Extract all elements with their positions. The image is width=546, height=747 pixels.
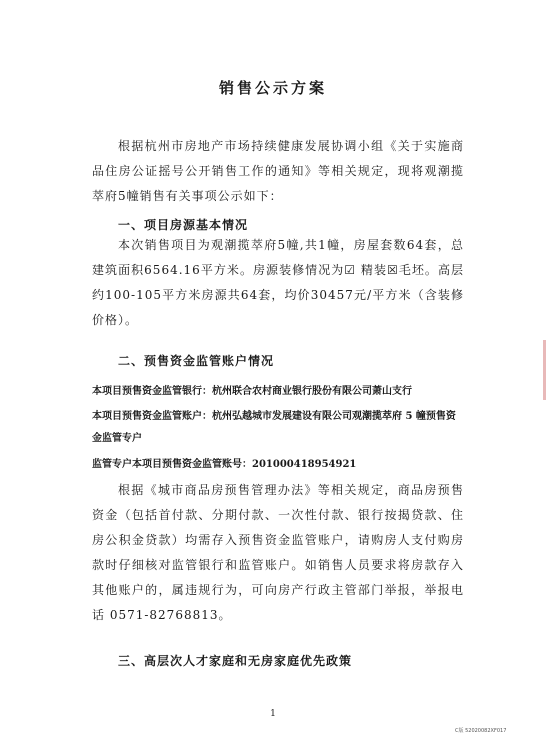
section-2-heading: 二、预售资金监管账户情况 bbox=[118, 354, 275, 368]
page-number: 1 bbox=[270, 709, 276, 719]
document-title: 销售公示方案 bbox=[218, 79, 327, 97]
intro-paragraph: 根据杭州市房地产市场持续健康发展协调小组《关于实施商品住房公证摇号公开销售工作的通知》等相关规定，现将观潮揽萃府5幢销售有关事项公示如下： bbox=[92, 139, 464, 203]
footer-code: C版 52020082XF017 bbox=[455, 728, 507, 734]
section-1-paragraph: 本次销售项目为观潮揽萃府5幢,共1幢，房屋套数64套，总建筑面积6564.16平方米。房源装修情况为☑ 精装☒毛坯。高层约100-105平方米房源共64套，均价30457元/平方米（含装修价格）。 bbox=[92, 238, 464, 327]
supervised-account-name-line: 本项目预售资金监管账户：杭州弘越城市发展建设有限公司观潮揽萃府 5 幢预售资金监管专户 bbox=[92, 411, 456, 444]
section-2-paragraph: 根据《城市商品房预售管理办法》等相关规定，商品房预售资金（包括首付款、分期付款、一次性付款、银行按揭贷款、住房公积金贷款）均需存入预售资金监管账户，请购房人支付购房款时仔细核对监管银行和监管账户。如销售人员要求将房款存入其他账户的，属违规行为，可向房产行政主管部门举报，举报电话 0571-82768813。 bbox=[92, 483, 464, 622]
section-1-heading: 一、项目房源基本情况 bbox=[118, 218, 249, 232]
section-3-heading: 三、高层次人才家庭和无房家庭优先政策 bbox=[118, 654, 353, 668]
supervising-bank-line: 本项目预售资金监管银行：杭州联合农村商业银行股份有限公司萧山支行 bbox=[92, 386, 412, 397]
supervised-account-number-line: 监管专户本项目预售资金监管账号：201000418954921 bbox=[92, 459, 357, 470]
